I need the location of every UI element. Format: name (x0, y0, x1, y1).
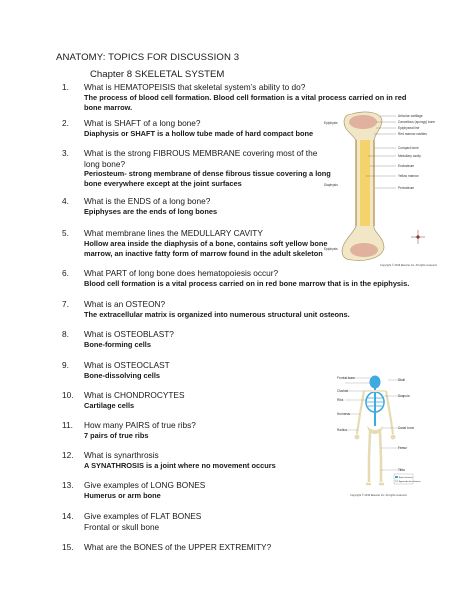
question-number: 3. (62, 148, 69, 158)
answer-text: The extracellular matrix is organized into numerous structural unit osteons. (84, 309, 350, 319)
left-arm (357, 391, 364, 434)
question-text: Give examples of FLAT BONES (84, 511, 202, 521)
right-hand (391, 435, 396, 440)
question-item (62, 542, 382, 553)
question-item (62, 299, 382, 320)
question-number: 13. (62, 480, 74, 490)
answer-text: Epiphyses are the ends of long bones (84, 206, 218, 216)
question-number: 2. (62, 118, 69, 128)
label-epiphysis-bottom: Epiphysis (324, 247, 338, 251)
label-yellow-marrow: Yellow marrow (398, 174, 419, 178)
label-medullary-cavity: Medullary cavity (398, 154, 421, 158)
question-item (62, 420, 382, 441)
question-number: 5. (62, 228, 69, 238)
copyright-note: Copyright © 2016 Elsevier Inc. All rights reserved. (380, 264, 438, 267)
red-marrow-top (349, 115, 377, 129)
question-text: What is OSTEOBLAST? (84, 329, 174, 339)
question-text: What is HEMATOPEISIS that skeletal system’s ability to do? (84, 82, 306, 92)
question-number: 4. (62, 196, 69, 206)
label-endosteum: Endosteum (398, 164, 415, 168)
answer-text: Blood cell formation is a vital process carried on in red bone marrow that is in the epiphysis. (84, 278, 410, 288)
label-epiphysis-top: Epiphysis (324, 121, 338, 125)
question-text: What PART of long bone does hematopoiesis occur? (84, 268, 279, 278)
label-articular-cartilage: Articular cartilage (398, 114, 423, 118)
skeleton-label-scapula: Scapula (398, 394, 410, 398)
legend-axial: Axial skeleton (399, 477, 413, 479)
question-item (62, 329, 382, 350)
answer-text: A SYNATHROSIS is a joint where no movement occurs (84, 460, 276, 470)
question-item (62, 148, 334, 190)
question-number: 6. (62, 268, 69, 278)
label-red-marrow: Red marrow cavities (398, 132, 427, 136)
right-arm (386, 391, 393, 434)
skeleton-label-tibia: Tibia (398, 468, 405, 472)
skeleton-label-skull: Skull (398, 378, 405, 382)
question-text: What is the ENDS of a long bone? (84, 196, 211, 206)
question-number: 12. (62, 450, 74, 460)
label-epiphyseal-line: Epiphyseal line (398, 126, 420, 130)
question-text: What membrane lines the MEDULLARY CAVITY (84, 228, 263, 238)
answer-text: Cartilage cells (84, 400, 135, 410)
label-diaphysis: Diaphysis (324, 183, 338, 187)
question-text: How many PAIRS of true ribs? (84, 420, 196, 430)
skeleton-label-humerus: Humerus (337, 412, 350, 416)
legend-swatch-appendicular (395, 480, 398, 482)
skeleton-label-frontal: Frontal bone (337, 376, 355, 380)
red-marrow-bottom (350, 243, 378, 257)
question-text: What is OSTEOCLAST (84, 360, 170, 370)
question-number: 1. (62, 82, 69, 92)
answer-text: Bone-forming cells (84, 339, 151, 349)
right-leg (380, 432, 381, 482)
vertebral-column (374, 388, 376, 426)
answer-text: 7 pairs of true ribs (84, 430, 149, 440)
label-cancellous-bone: Cancellous (spongy) bone (398, 120, 436, 124)
label-periosteum: Periosteum (398, 186, 415, 190)
skeleton-figure (336, 374, 421, 500)
question-item (62, 268, 410, 289)
document-title: ANATOMY: TOPICS FOR DISCUSSION 3 (56, 52, 240, 63)
question-number: 15. (62, 542, 74, 552)
answer-text: Hollow area inside the diaphysis of a bone, contains soft yellow bone marrow, an inactive fatty form of marrow found in the adult skeleton (84, 238, 328, 258)
skeleton-label-radius: Radius (337, 428, 347, 432)
skeleton-label-clavicle: Clavicle (337, 389, 349, 393)
question-number: 8. (62, 329, 69, 339)
question-item (62, 360, 382, 381)
question-item (62, 228, 334, 259)
question-text: What is an OSTEON? (84, 299, 166, 309)
skeleton-label-coxal: Coxal bone (398, 426, 415, 430)
question-number: 7. (62, 299, 69, 309)
skull (370, 376, 381, 389)
question-text: What is the strong FIBROUS MEMBRANE covering most of the long bone? (84, 148, 318, 169)
skeleton-label-ribs: Ribs (337, 398, 344, 402)
answer-text: Frontal or skull bone (84, 521, 160, 532)
left-leg (369, 432, 370, 482)
answer-text: Bone-dissolving cells (84, 370, 160, 380)
question-item (62, 511, 382, 532)
question-text: What is CHONDROCYTES (84, 390, 185, 400)
question-text: Give examples of LONG BONES (84, 480, 206, 490)
question-text: What is synarthrosis (84, 450, 159, 460)
question-text: What is SHAFT of a long bone? (84, 118, 201, 128)
answer-text: Humerus or arm bone (84, 490, 161, 500)
question-item (62, 450, 382, 471)
chapter-subtitle: Chapter 8 SKELETAL SYSTEM (90, 69, 225, 80)
skeleton-copyright: Copyright © 2016 Elsevier Inc. All rights reserved. (350, 494, 408, 497)
medullary-cavity (360, 140, 370, 226)
question-item (62, 390, 382, 411)
long-bone-figure (322, 110, 438, 268)
left-hand (355, 435, 360, 440)
skeleton-diagram (336, 374, 421, 500)
question-number: 9. (62, 360, 69, 370)
question-item (62, 480, 382, 501)
question-number: 10. (62, 390, 74, 400)
answer-text: Periosteum- strong membrane of dense fibrous tissue covering a long bone everywhere except at the joint surfaces (84, 169, 331, 189)
legend-swatch-axial (395, 476, 398, 478)
compass-icon (411, 230, 425, 244)
answer-text: The process of blood cell formation. Blood cell formation is a vital process carried on in red bone marrow. (84, 92, 407, 112)
question-item (62, 82, 407, 113)
label-compact-bone: Compact bone (398, 146, 419, 150)
question-number: 14. (62, 511, 74, 521)
legend-appendicular: Appendicular skeleton (399, 481, 421, 483)
skeleton-label-femur: Femur (398, 446, 408, 450)
question-text: What are the BONES of the UPPER EXTREMITY? (84, 542, 272, 552)
long-bone-diagram (322, 110, 438, 268)
question-number: 11. (62, 420, 73, 430)
answer-text: Diaphysis or SHAFT is a hollow tube made of hard compact bone (84, 128, 314, 138)
